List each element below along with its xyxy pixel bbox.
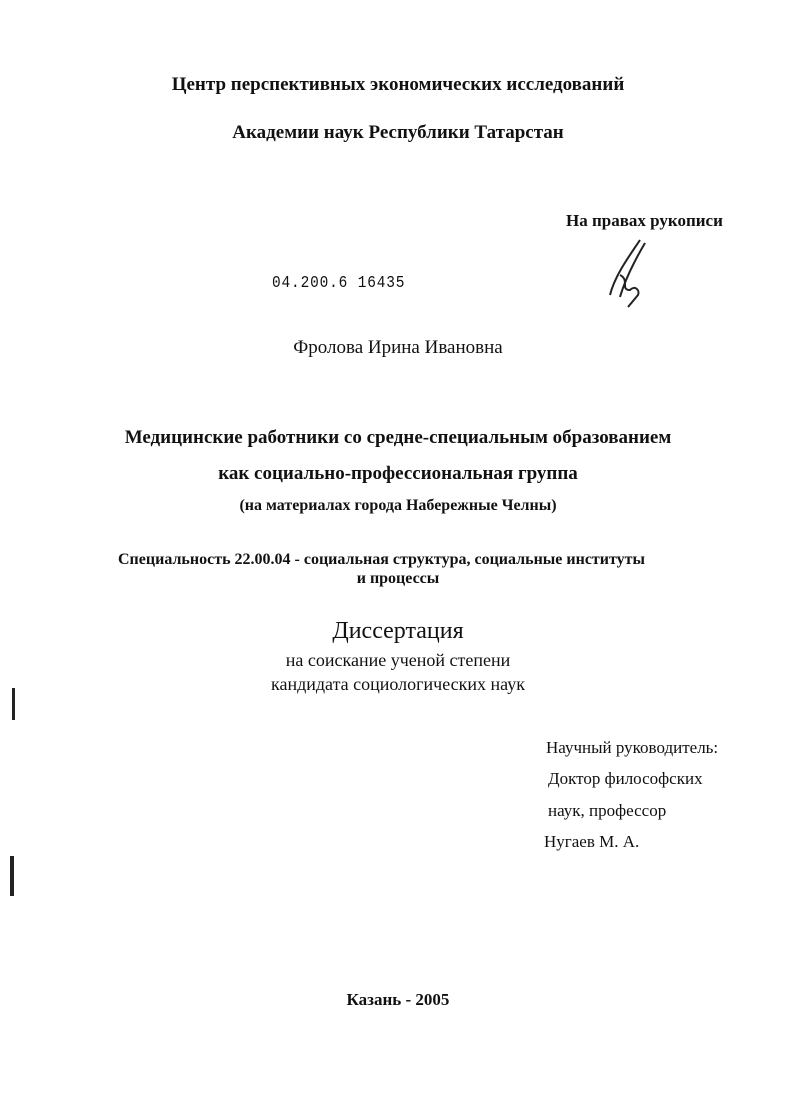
supervisor-name: Нугаев М. А. [544, 832, 640, 851]
signature-image [600, 235, 650, 310]
title-subtitle: (на материалах города Набережные Челны) [239, 497, 557, 514]
manuscript-rights: На правах рукописи [566, 211, 723, 230]
scan-artifact [12, 688, 15, 720]
degree-line-1: на соискание ученой степени [285, 650, 511, 670]
institution-line-1: Центр перспективных экономических исследований [171, 74, 625, 95]
supervisor-line-2: наук, профессор [548, 801, 667, 820]
specialty-line-2: и процессы [356, 570, 440, 587]
institution-line-2: Академии наук Республики Татарстан [232, 122, 564, 143]
supervisor-label: Научный руководитель: [546, 738, 719, 757]
specialty-line-1: Специальность 22.00.04 - социальная структура, социальные институты [118, 551, 646, 568]
registration-stamp: 04.200.6 16435 [272, 274, 406, 293]
city-year: Казань - 2005 [346, 990, 450, 1009]
title-line-2: как социально-профессиональная группа [218, 463, 578, 484]
supervisor-line-1: Доктор философских [548, 769, 703, 788]
degree-line-2: кандидата социологических наук [271, 674, 525, 694]
degree-heading: Диссертация [332, 618, 464, 644]
scan-artifact [10, 856, 14, 896]
title-line-1: Медицинские работники со средне-специальным образованием [124, 427, 672, 448]
author-name: Фролова Ирина Ивановна [293, 337, 503, 358]
